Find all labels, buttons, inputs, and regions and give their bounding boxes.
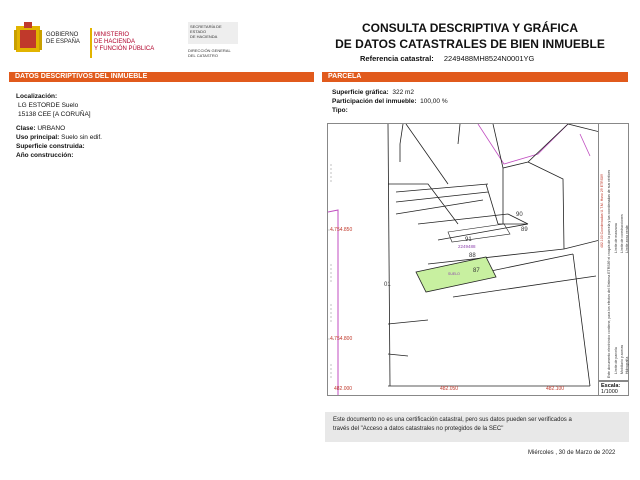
cadastral-map <box>327 123 599 396</box>
scale-label: Escala: <box>601 383 621 389</box>
notice-line-2: través del "Acceso a datos catastrales no protegidos de la SEC" <box>333 426 504 432</box>
parcel-88-label: 88 <box>469 253 476 259</box>
ref-label: Referencia catastral: <box>360 54 434 63</box>
clase-value: URBANO <box>37 125 66 132</box>
superficie-grafica-label: Superficie gráfica: <box>332 89 389 96</box>
government-name: GOBIERNO DE ESPAÑA <box>46 32 80 45</box>
localizacion-line-1: LG ESTORDE Suelo <box>18 102 79 109</box>
notice-line-1: Este documento no es una certificación catastral, pero sus datos pueden ser verificados a <box>333 417 572 423</box>
parcel-87-label: 87 <box>473 268 480 274</box>
legend-item-6: Hidrografía <box>625 356 629 374</box>
superficie-construida-label: Superficie construida: <box>16 143 85 150</box>
descriptive-header-prefix: DATOS DESCRIPTIVOS DEL <box>15 73 111 80</box>
participacion-label: Participación del inmueble: <box>332 98 417 105</box>
tipo-label: Tipo: <box>332 107 348 114</box>
parcel-91-label: 91 <box>465 237 472 243</box>
coord-x2-label: 482.050 <box>440 386 459 392</box>
document-title <box>320 20 620 52</box>
map-legend-strip <box>599 123 629 381</box>
parcel-data-panel <box>332 88 448 115</box>
coat-of-arms-icon <box>14 20 42 56</box>
uso-label: Uso principal: <box>16 134 60 141</box>
cadastral-reference <box>360 54 534 63</box>
parcel-89-label: 89 <box>521 227 528 233</box>
highlight-ref-label: 2249488 <box>458 244 476 249</box>
secretaria-label: SECRETARÍA DE ESTADO DE HACIENDA <box>188 22 238 44</box>
parcel-header: PARCELA <box>322 72 628 82</box>
legend-item-4: Mobiliario y aceras <box>620 344 624 374</box>
descriptive-header-strong: INMUEBLE <box>110 73 148 80</box>
title-line-2: DE DATOS CATASTRALES DE BIEN INMUEBLE <box>335 37 605 51</box>
ano-construccion-label: Año construcción: <box>16 152 74 159</box>
parcel-map-drawing <box>328 124 599 396</box>
document-date: Miércoles , 30 de Marzo de 2022 <box>528 450 616 456</box>
verification-notice <box>325 412 629 442</box>
highlight-small-label: SUELO <box>448 272 460 276</box>
coord-north-label: 4.754.850 <box>330 227 353 233</box>
utm-coordinates-note: 482.100 Coordenadas U.T.M. Huso 29 ETRS89 <box>600 174 604 248</box>
ministry-name: MINISTERIO DE HACIENDA Y FUNCIÓN PÚBLICA <box>94 32 155 52</box>
coord-south-label: 4.754.800 <box>330 336 353 342</box>
ministry-divider <box>90 28 92 58</box>
direccion-label: DIRECCIÓN GENERAL DEL CATASTRO <box>188 48 231 58</box>
coord-x1-label: 482.000 <box>334 386 353 392</box>
scale-value: 1/1000 <box>601 389 618 395</box>
ref-value: 2249488MH8524N0001YG <box>443 54 535 63</box>
localizacion-label: Localización: <box>16 93 58 100</box>
coord-x3-label: 482.100 <box>546 386 565 392</box>
descriptive-data-panel <box>16 92 102 160</box>
localizacion-line-2: 15138 CEE [A CORUÑA] <box>18 111 91 118</box>
legend-item-1: Límite de manzana <box>614 223 618 253</box>
superficie-grafica-value: 322 m2 <box>392 89 415 96</box>
legend-item-2: Límite de parcela <box>614 347 618 374</box>
clase-label: Clase: <box>16 125 36 132</box>
parcel-90-label: 90 <box>516 212 523 218</box>
electronic-document-note: Este documento electrónico contiene, para los efectos del Sistema ETRS89 el croquis de la parcela y las coordenadas de sus vértices <box>607 169 611 378</box>
government-logo-block <box>10 18 232 62</box>
legend-item-3: Límite de construcciones <box>620 214 624 253</box>
title-line-1: CONSULTA DESCRIPTIVA Y GRÁFICA <box>361 21 578 35</box>
legend-item-5: Límite zona verde <box>625 225 629 253</box>
uso-value: Suelo sin edif. <box>61 134 102 141</box>
participacion-value: 100,00 % <box>420 98 448 105</box>
map-scale <box>599 381 629 396</box>
descriptive-data-header <box>9 72 314 82</box>
parcel-01-label: 01 <box>384 282 391 288</box>
